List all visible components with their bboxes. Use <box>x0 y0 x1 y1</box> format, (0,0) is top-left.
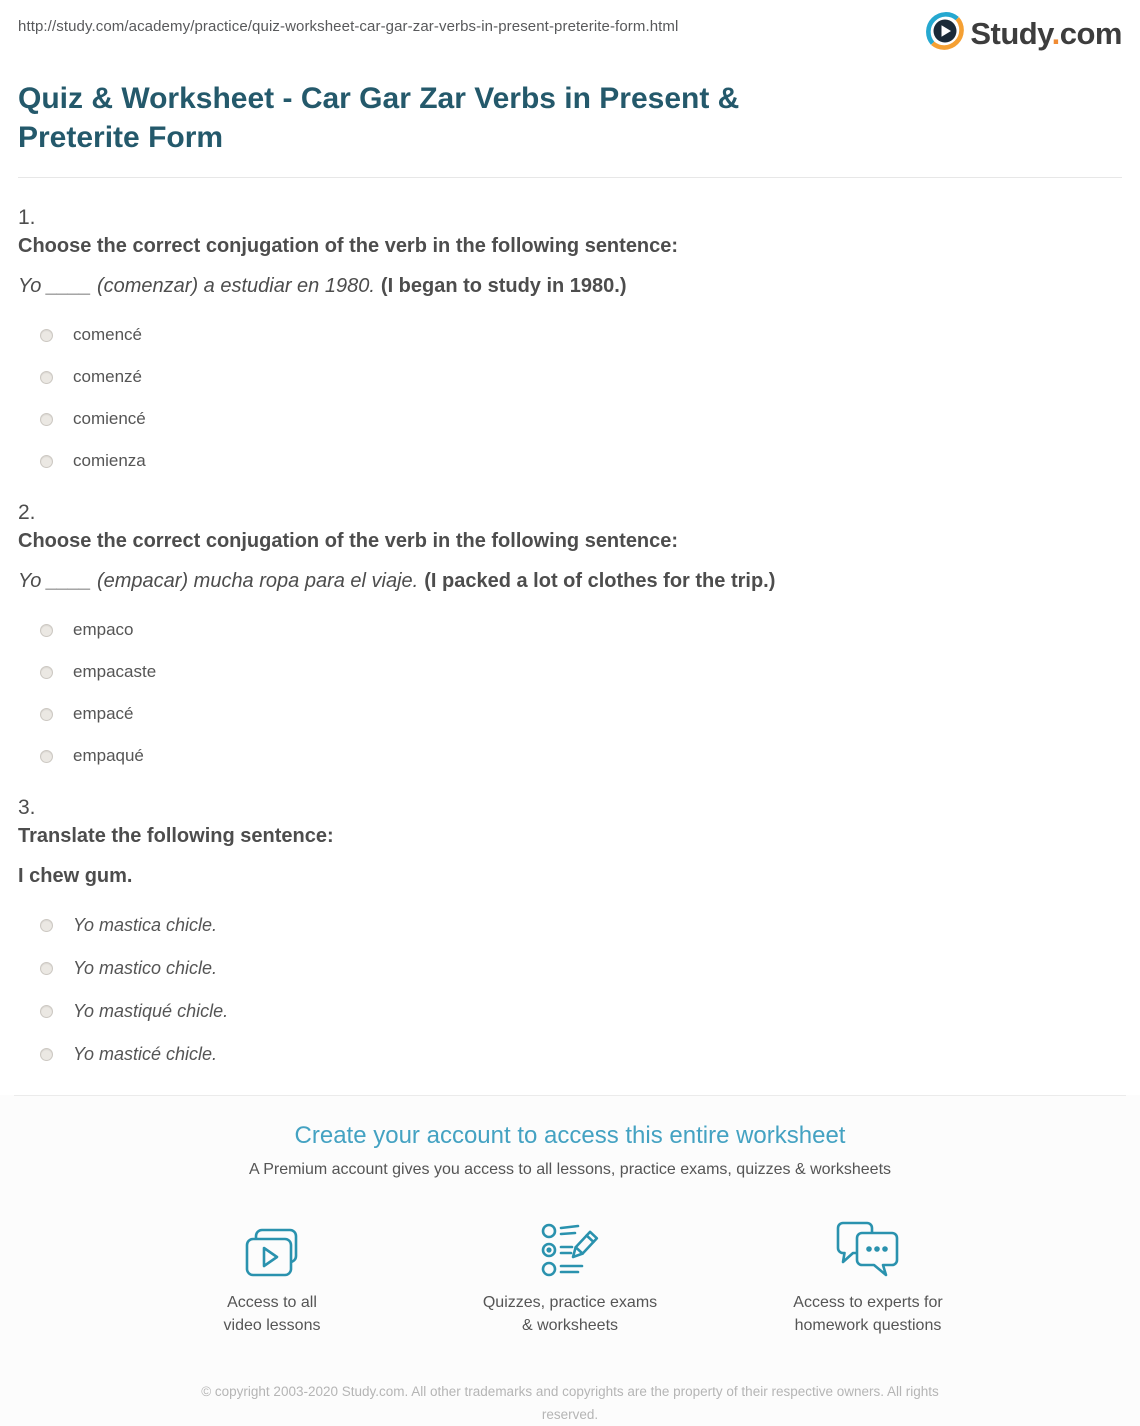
question-prompt: Translate the following sentence: <box>18 825 334 847</box>
option-label: Yo masticé chicle. <box>73 1044 218 1064</box>
question-number: 2. <box>18 501 36 524</box>
question-sentence <box>18 570 1122 593</box>
studycom-wordmark: Study.com <box>970 15 1122 51</box>
answer-options <box>18 620 1122 766</box>
answer-option[interactable] <box>40 958 1122 979</box>
question-prompt: Choose the correct conjugation of the verb in the following sentence: <box>18 530 679 552</box>
create-account-section <box>0 1095 1140 1426</box>
create-account-heading[interactable]: Create your account to access this entire worksheet <box>294 1122 846 1149</box>
answer-option[interactable] <box>40 620 1122 640</box>
question-1 <box>18 206 1122 471</box>
worksheet-content <box>0 79 1140 1065</box>
answer-option[interactable] <box>40 1001 1122 1022</box>
option-label: Yo mastica chicle. <box>73 915 218 935</box>
quiz-worksheet-icon <box>538 1219 602 1279</box>
radio-button[interactable] <box>40 455 53 468</box>
title-divider <box>18 177 1122 178</box>
option-label: empacaste <box>73 662 157 681</box>
question-number: 3. <box>18 796 36 819</box>
radio-button[interactable] <box>40 919 53 932</box>
sentence-translation: (I packed a lot of clothes for the trip.) <box>424 570 776 592</box>
radio-button[interactable] <box>40 708 53 721</box>
answer-option[interactable] <box>40 662 1122 682</box>
question-2 <box>18 501 1122 766</box>
radio-button[interactable] <box>40 1048 53 1061</box>
benefit-quizzes-worksheets <box>454 1219 686 1337</box>
answer-options <box>18 325 1122 471</box>
question-3 <box>18 796 1122 1065</box>
answer-option[interactable] <box>40 746 1122 766</box>
sentence-spanish: Yo ____ (empacar) mucha ropa para el viaje. <box>18 570 419 592</box>
page-header <box>0 0 1140 55</box>
option-label: empaqué <box>73 746 144 765</box>
studycom-play-icon <box>926 12 964 55</box>
sentence-spanish: Yo ____ (comenzar) a estudiar en 1980. <box>18 275 375 297</box>
option-label: empaco <box>73 620 134 639</box>
question-sentence <box>18 865 1122 888</box>
answer-option[interactable] <box>40 704 1122 724</box>
answer-option[interactable] <box>40 451 1122 471</box>
radio-button[interactable] <box>40 1005 53 1018</box>
radio-button[interactable] <box>40 329 53 342</box>
answer-option[interactable] <box>40 915 1122 936</box>
radio-button[interactable] <box>40 371 53 384</box>
benefit-label: Access to all video lessons <box>223 1294 321 1335</box>
page-title: Quiz & Worksheet - Car Gar Zar Verbs in Present & Preterite Form <box>18 82 740 154</box>
benefits-row <box>0 1219 1140 1337</box>
video-lessons-icon <box>243 1219 301 1279</box>
studycom-logo[interactable] <box>926 12 1122 55</box>
page-url: http://study.com/academy/practice/quiz-worksheet-car-gar-zar-verbs-in-present-preterite-form.html <box>18 18 679 35</box>
benefit-label: Access to experts for homework questions <box>793 1294 943 1335</box>
radio-button[interactable] <box>40 413 53 426</box>
sentence-translation: (I began to study in 1980.) <box>380 275 627 297</box>
premium-subheading: A Premium account gives you access to all lessons, practice exams, quizzes & worksheets <box>248 1161 892 1178</box>
answer-option[interactable] <box>40 1044 1122 1065</box>
radio-button[interactable] <box>40 666 53 679</box>
benefit-label: Quizzes, practice exams & worksheets <box>482 1294 658 1335</box>
option-label: Yo mastico chicle. <box>73 958 218 978</box>
sentence-to-translate: I chew gum. <box>18 865 133 887</box>
question-number: 1. <box>18 206 36 229</box>
option-label: empacé <box>73 704 134 723</box>
option-label: Yo mastiqué chicle. <box>73 1001 229 1021</box>
answer-option[interactable] <box>40 409 1122 429</box>
question-sentence <box>18 275 1122 298</box>
option-label: comiencé <box>73 409 146 428</box>
question-prompt: Choose the correct conjugation of the verb in the following sentence: <box>18 235 679 257</box>
chat-experts-icon <box>835 1219 901 1279</box>
radio-button[interactable] <box>40 750 53 763</box>
answer-option[interactable] <box>40 367 1122 387</box>
option-label: comienza <box>73 451 146 470</box>
option-label: comencé <box>73 325 142 344</box>
answer-options <box>18 915 1122 1065</box>
copyright-notice: © copyright 2003-2020 Study.com. All other trademarks and copyrights are the property of their respective owners. All rights reserved. <box>201 1384 939 1422</box>
radio-button[interactable] <box>40 624 53 637</box>
option-label: comenzé <box>73 367 142 386</box>
answer-option[interactable] <box>40 325 1122 345</box>
radio-button[interactable] <box>40 962 53 975</box>
benefit-video-lessons <box>156 1219 388 1337</box>
benefit-expert-help <box>752 1219 984 1337</box>
